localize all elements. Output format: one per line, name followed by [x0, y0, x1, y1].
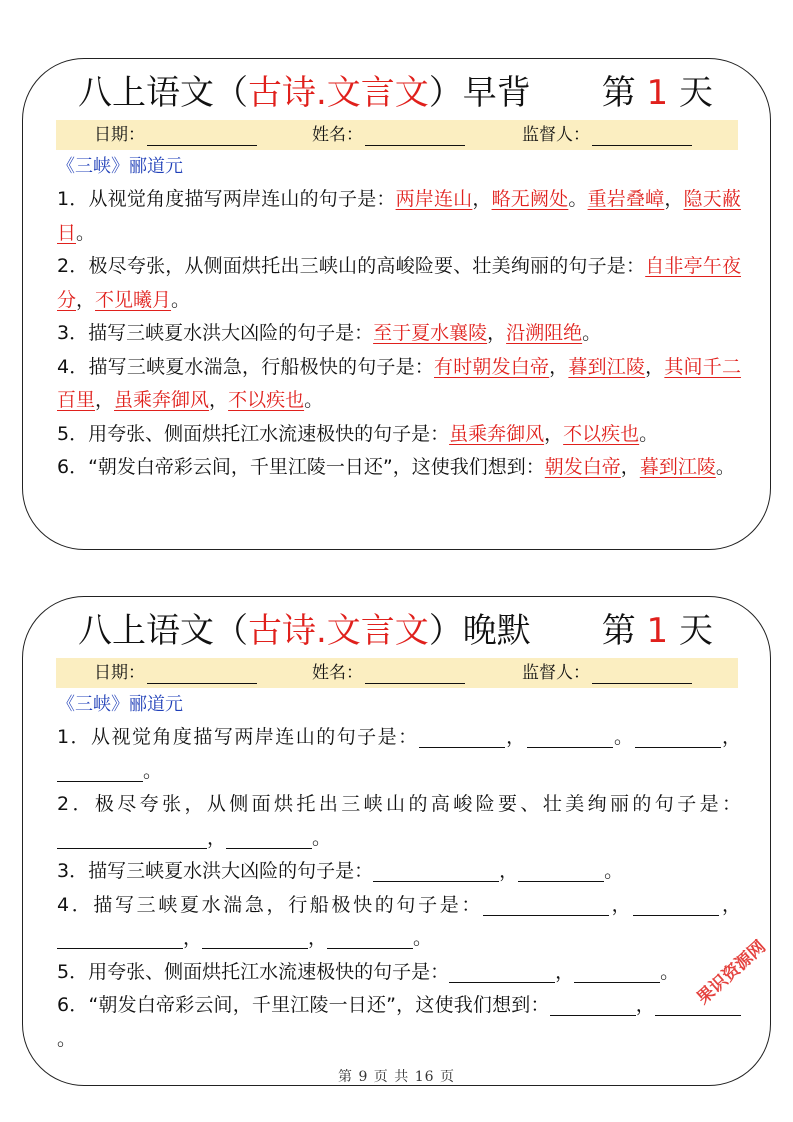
- answer-blank[interactable]: [633, 893, 719, 916]
- day-number: 1: [646, 611, 669, 651]
- question-6: 6．“朝发白帝彩云间，千里江陵一日还”，这使我们想到： ，。: [57, 989, 741, 1056]
- answer: 有时朝发白帝: [434, 355, 550, 378]
- answer-blank[interactable]: [373, 859, 499, 882]
- date-blank[interactable]: [147, 125, 257, 146]
- evening-info-bar: [56, 658, 738, 688]
- answer: 朝发白帝: [544, 456, 621, 478]
- answer: 不以疾也: [228, 389, 305, 411]
- answer: 虽乘奔御风: [449, 422, 545, 445]
- question-1: 1．从视觉角度描写两岸连山的句子是： ， 。 ，。: [57, 726, 741, 782]
- page-footer: 第 9 页 共 16 页: [338, 1069, 455, 1085]
- date-field[interactable]: 日期：: [94, 120, 257, 150]
- answer-blank[interactable]: [57, 759, 143, 782]
- question-3: 3．描写三峡夏水洪大凶险的句子是： ， 。: [57, 860, 624, 882]
- answer-blank[interactable]: [483, 893, 609, 916]
- answer-blank[interactable]: [518, 859, 604, 882]
- answer: 两岸连山: [395, 188, 473, 210]
- answer-blank[interactable]: [527, 725, 613, 748]
- question-2: 2．极尽夸张，从侧面烘托出三峡山的高峻险要、壮美绚丽的句子是：自非亭午夜分，不见曦月。: [57, 255, 741, 311]
- evening-question-list: [57, 721, 741, 1056]
- evening-title-text: 八上语文（古诗.文言文）晚默: [78, 611, 531, 651]
- answer-blank[interactable]: [574, 960, 660, 983]
- morning-card-title: [23, 71, 770, 115]
- date-blank[interactable]: [147, 663, 257, 684]
- answer-blank[interactable]: [57, 826, 207, 849]
- question-5: 5．用夸张、侧面烘托江水流速极快的句子是：虽乘奔御风，不以疾也。: [57, 422, 659, 445]
- name-blank[interactable]: [365, 125, 465, 146]
- answer-blank[interactable]: [327, 926, 413, 949]
- answer: 隐天蔽日: [57, 188, 741, 244]
- title-highlight: 古诗.文言文: [248, 611, 429, 651]
- question-4: 4．描写三峡夏水湍急，行船极快的句子是： ， ，， ， 。: [57, 893, 741, 949]
- answer: 虽乘奔御风: [114, 389, 210, 411]
- answer-blank[interactable]: [226, 826, 312, 849]
- question-1: 1．从视觉角度描写两岸连山的句子是：两岸连山，略无阙处。重岩叠嶂，隐天蔽日。: [57, 188, 741, 244]
- name-blank[interactable]: [365, 663, 465, 684]
- source-title: 《三峡》郦道元: [57, 156, 183, 177]
- title-highlight: 古诗.文言文: [248, 73, 429, 113]
- answer: 重岩叠嶂: [587, 188, 665, 210]
- answer-blank[interactable]: [202, 926, 308, 949]
- evening-card-title: [23, 609, 770, 653]
- answer-blank[interactable]: [635, 725, 721, 748]
- question-6: 6．“朝发白帝彩云间，千里江陵一日还”，这使我们想到：朝发白帝，暮到江陵。: [57, 456, 735, 478]
- supervisor-blank[interactable]: [592, 125, 692, 146]
- answer-blank[interactable]: [57, 926, 183, 949]
- evening-day-label: 第 1 天: [601, 611, 713, 651]
- morning-info-bar: [56, 120, 738, 150]
- supervisor-field[interactable]: 监督人：: [522, 658, 692, 688]
- question-2: 2．极尽夸张，从侧面烘托出三峡山的高峻险要、壮美绚丽的句子是：， 。: [57, 793, 741, 849]
- name-field[interactable]: 姓名：: [312, 658, 465, 688]
- answer-blank[interactable]: [449, 960, 555, 983]
- answer-blank[interactable]: [550, 993, 636, 1016]
- answer: 沿溯阻绝: [506, 322, 583, 344]
- question-4: 4．描写三峡夏水湍急，行船极快的句子是：有时朝发白帝，暮到江陵，其间千二百里，虽乘奔御风，不以疾也。: [57, 355, 741, 411]
- answer: 不以疾也: [563, 422, 640, 445]
- morning-recite-card: [22, 58, 771, 550]
- watermark-stamp: 果识资源网: [693, 936, 770, 1009]
- date-field[interactable]: 日期：: [94, 658, 257, 688]
- answer: 暮到江陵: [568, 355, 646, 378]
- source-title: 《三峡》郦道元: [57, 694, 183, 715]
- answer: 至于夏水襄陵: [373, 322, 488, 344]
- name-field[interactable]: 姓名：: [312, 120, 465, 150]
- evening-dictation-card: [22, 596, 771, 1086]
- day-number: 1: [646, 73, 669, 113]
- answer-blank[interactable]: [419, 725, 505, 748]
- answer: 不见曦月: [95, 288, 172, 311]
- question-3: 3．描写三峡夏水洪大凶险的句子是：至于夏水襄陵，沿溯阻绝。: [57, 322, 602, 344]
- answer: 暮到江陵: [639, 456, 716, 478]
- morning-question-list: [57, 183, 741, 485]
- answer: 自非亭午夜分: [57, 255, 741, 311]
- supervisor-blank[interactable]: [592, 663, 692, 684]
- supervisor-field[interactable]: 监督人：: [522, 120, 692, 150]
- answer: 略无阙处: [491, 188, 569, 210]
- morning-day-label: 第 1 天: [601, 73, 713, 113]
- morning-title-text: 八上语文（古诗.文言文）早背: [78, 73, 531, 113]
- answer: 其间千二百里: [57, 355, 741, 411]
- question-5: 5．用夸张、侧面烘托江水流速极快的句子是： ， 。: [57, 960, 680, 983]
